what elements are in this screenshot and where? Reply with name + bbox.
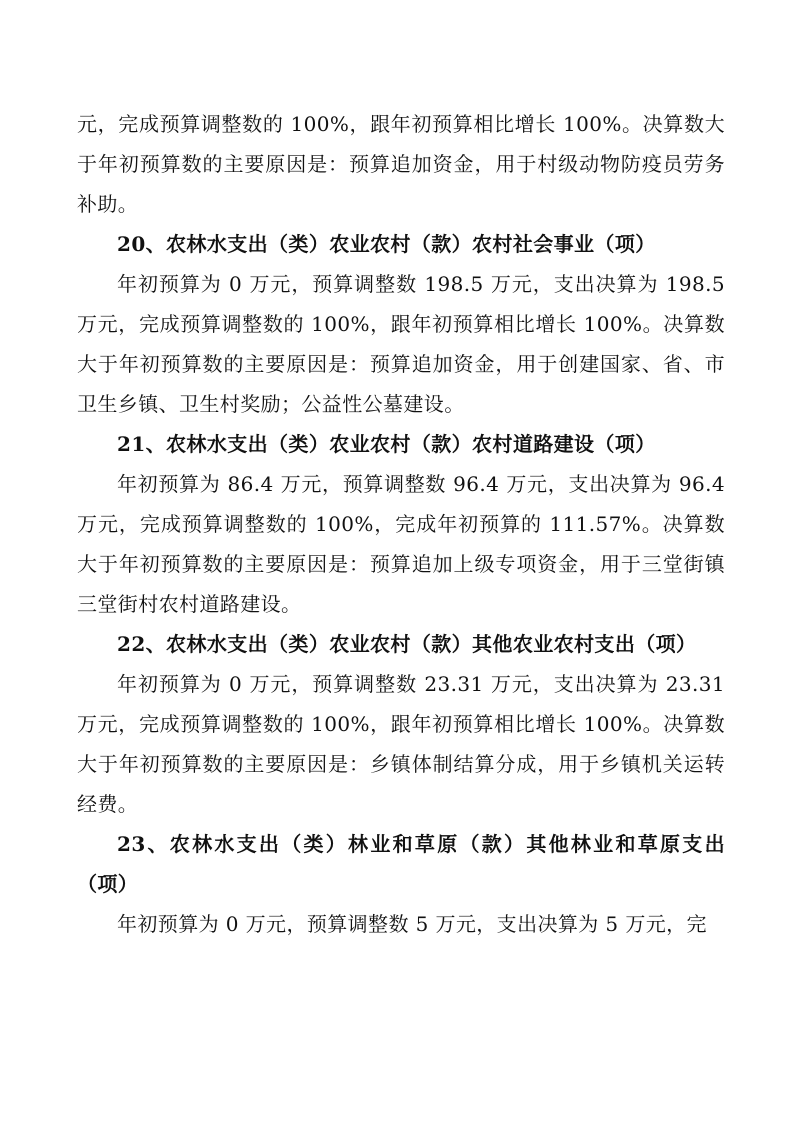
section-heading-23: 23、农林水支出（类）林业和草原（款）其他林业和草原支出（项） — [77, 832, 725, 896]
section-heading-21: 21、农林水支出（类）农业农村（款）农村道路建设（项） — [117, 432, 656, 456]
section-heading-20: 20、农林水支出（类）农业农村（款）农村社会事业（项） — [117, 232, 656, 256]
paragraph-continued: 元，完成预算调整数的 100%，跟年初预算相比增长 100%。决算数大于年初预算数的主要原因是：预算追加资金，用于村级动物防疫员劳务补助。 — [77, 112, 725, 216]
paragraph-20: 年初预算为 0 万元，预算调整数 198.5 万元，支出决算为 198.5 万元，完成预算调整数的 100%，跟年初预算相比增长 100%。决算数大于年初预算数的主要原因是：预算追加资金，用于创建国家、省、市卫生乡镇、卫生村奖励；公益性公墓建设。 — [77, 272, 725, 416]
section-heading-22: 22、农林水支出（类）农业农村（款）其他农业农村支出（项） — [117, 632, 697, 656]
document-body — [77, 104, 725, 944]
paragraph-23: 年初预算为 0 万元，预算调整数 5 万元，支出决算为 5 万元，完 — [117, 912, 707, 936]
paragraph-21: 年初预算为 86.4 万元，预算调整数 96.4 万元，支出决算为 96.4 万元，完成预算调整数的 100%，完成年初预算的 111.57%。决算数大于年初预算数的主要原因是：预算追加上级专项资金，用于三堂街镇三堂街村农村道路建设。 — [77, 472, 725, 616]
paragraph-22: 年初预算为 0 万元，预算调整数 23.31 万元，支出决算为 23.31 万元，完成预算调整数的 100%，跟年初预算相比增长 100%。决算数大于年初预算数的主要原因是：乡镇体制结算分成，用于乡镇机关运转经费。 — [77, 672, 725, 816]
